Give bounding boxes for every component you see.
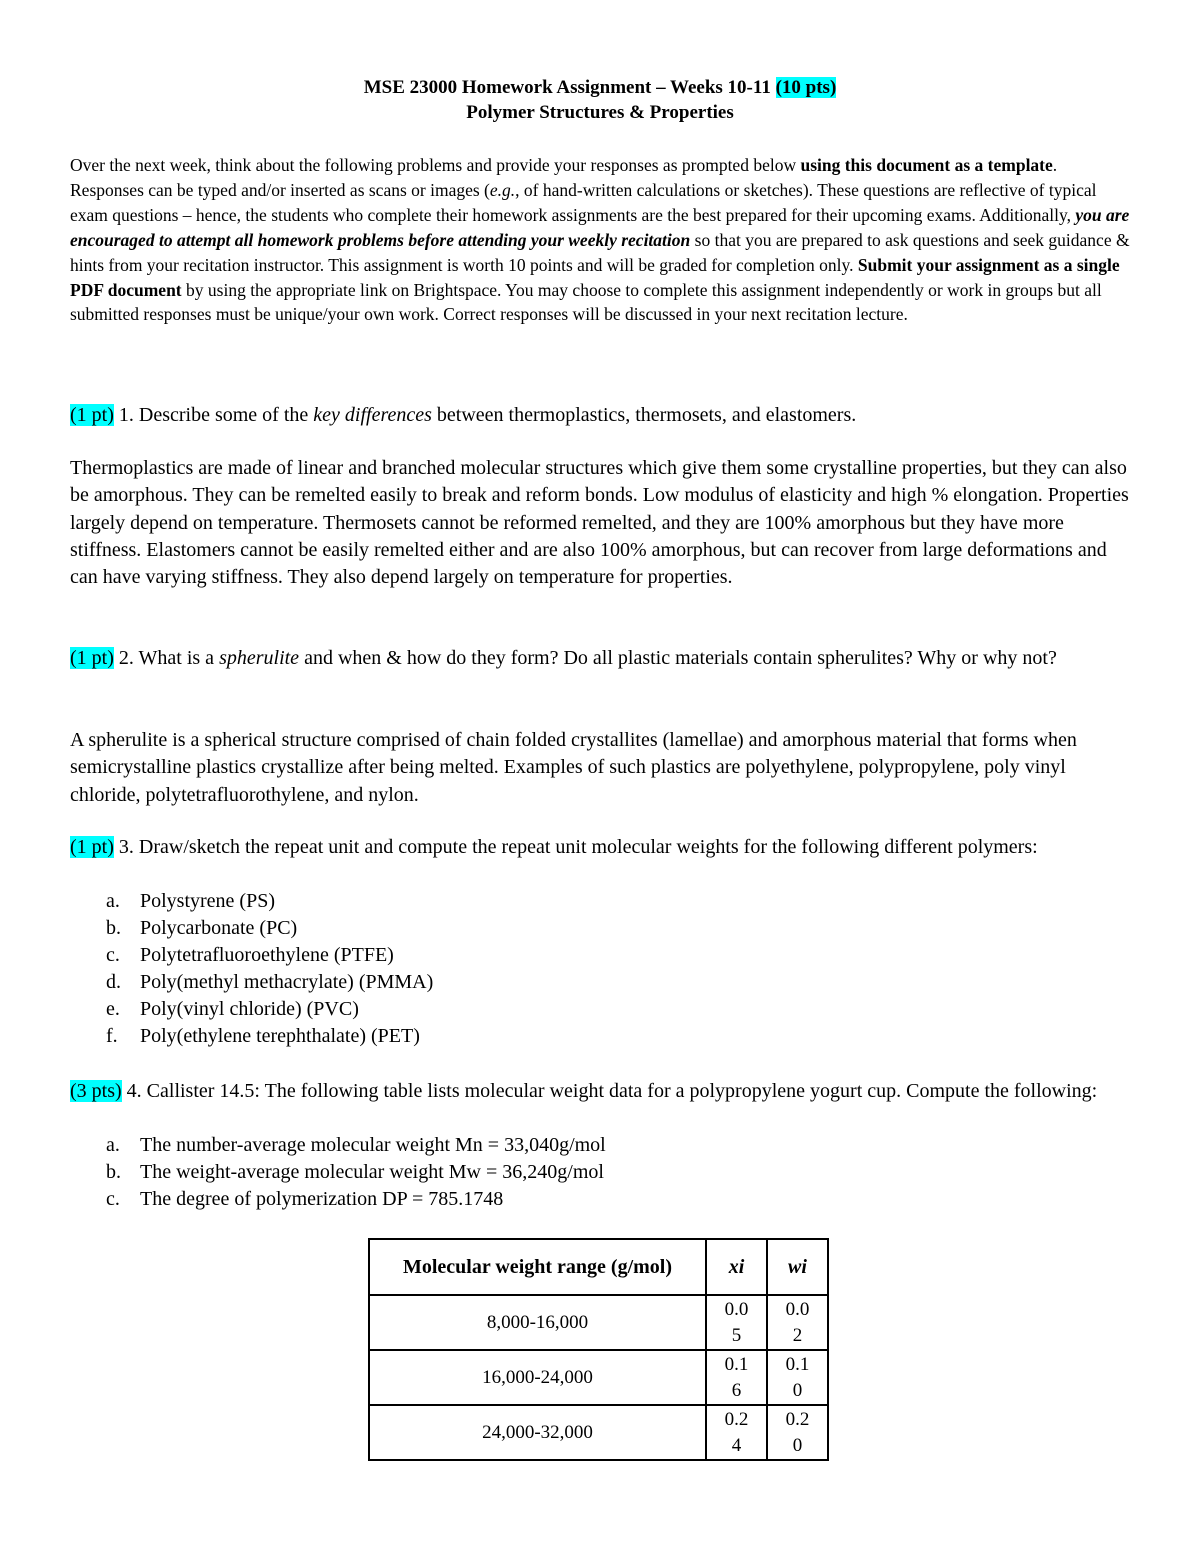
q2-text-post: and when & how do they form? Do all plastic materials contain spherulites? Why or why not? [299, 647, 1057, 669]
list-item [70, 942, 1070, 969]
intro-italic-encouraged: you are encouraged to attempt all homework problems before attending your weekly recitation [70, 204, 1130, 250]
list-item-text: Poly(vinyl chloride) (PVC) [140, 998, 359, 1020]
list-marker: f. [106, 1025, 118, 1047]
intro-text-4: so that you are prepared to ask questions and seek guidance & hints from your recitation instructor. This assignment is worth 10 points and will be graded for completion only. [70, 229, 1130, 275]
cell-wi [767, 1350, 828, 1405]
list-item-text: Polystyrene (PS) [140, 890, 275, 912]
list-item-text: The number-average molecular weight Mn = 33,040g/mol [140, 1134, 606, 1156]
list-marker: b. [106, 1161, 121, 1183]
q2-points: (1 pt) [70, 647, 114, 669]
document-title [0, 76, 1200, 100]
q1-text-post: between thermoplastics, thermosets, and elastomers. [431, 404, 857, 426]
list-item-text: The weight-average molecular weight Mw = 36,240g/mol [140, 1161, 604, 1183]
title-main: MSE 23000 Homework Assignment – Weeks 10-11 [363, 77, 771, 98]
question-2 [70, 645, 1132, 672]
question-1 [70, 402, 1132, 429]
header-xi [706, 1239, 767, 1295]
q3-polymer-list [70, 888, 1070, 1050]
intro-paragraph [70, 153, 1132, 327]
cell-xi [706, 1350, 767, 1405]
list-item [70, 969, 1070, 996]
header-wi-text: wi [788, 1256, 807, 1278]
list-item-text: Poly(ethylene terephthalate) (PET) [140, 1025, 420, 1047]
list-item-text: The degree of polymerization DP = 785.1748 [140, 1188, 504, 1210]
cell-wi-value: 0.20 [785, 1408, 810, 1456]
list-marker: c. [106, 1188, 120, 1210]
q3-points: (1 pt) [70, 836, 114, 858]
cell-range: 16,000-24,000 [369, 1350, 706, 1405]
intro-bold-template: using this document as a template [800, 155, 1053, 175]
q4-text: 4. Callister 14.5: The following table lists molecular weight data for a polypropylene yogurt cup. Compute the following: [121, 1080, 1098, 1102]
list-item [70, 888, 1070, 915]
q2-emphasis: spherulite [219, 647, 300, 669]
title-points-highlight: (10 pts) [775, 77, 837, 98]
q4-compute-list [70, 1132, 1070, 1213]
list-item [70, 1023, 1070, 1050]
list-marker: b. [106, 917, 121, 939]
header-xi-text: xi [728, 1256, 745, 1278]
list-marker: e. [106, 998, 120, 1020]
list-item-text: Poly(methyl methacrylate) (PMMA) [140, 971, 434, 993]
q4-points: (3 pts) [70, 1080, 122, 1102]
list-item [70, 1159, 1070, 1186]
table-row [369, 1405, 828, 1460]
cell-xi [706, 1405, 767, 1460]
cell-range: 8,000-16,000 [369, 1295, 706, 1350]
document-subtitle: Polymer Structures & Properties [466, 102, 734, 123]
q1-text-pre: 1. Describe some of the [113, 404, 314, 426]
cell-xi-value: 0.24 [724, 1408, 749, 1456]
cell-range: 24,000-32,000 [369, 1405, 706, 1460]
table-row [369, 1295, 828, 1350]
answer-2: A spherulite is a spherical structure comprised of chain folded crystallites (lamellae) and amorphous material that forms when semicrystalline plastics crystallize after being melted. Examples of such plastics are polyethylene, polypropylene, poly vinyl chloride, polytetrafluorothylene, and nylon. [70, 729, 1077, 806]
list-marker: c. [106, 944, 120, 966]
cell-xi-value: 0.16 [724, 1353, 749, 1401]
q1-points: (1 pt) [70, 404, 114, 426]
table-header-row [369, 1239, 828, 1295]
cell-wi [767, 1295, 828, 1350]
header-wi [767, 1239, 828, 1295]
q2-text-pre: 2. What is a [113, 647, 220, 669]
question-3 [70, 834, 1132, 861]
list-marker: d. [106, 971, 121, 993]
list-item [70, 1186, 1070, 1213]
q1-emphasis: key differences [313, 404, 432, 426]
header-range: Molecular weight range (g/mol) [369, 1239, 706, 1295]
intro-bold-submit: Submit your assignment as a single PDF document [70, 254, 1120, 300]
cell-wi [767, 1405, 828, 1460]
intro-text-1: Over the next week, think about the following problems and provide your responses as prompted below [70, 155, 801, 175]
list-item-text: Polycarbonate (PC) [140, 917, 298, 939]
cell-xi-value: 0.05 [724, 1298, 749, 1346]
list-marker: a. [106, 890, 120, 912]
list-marker: a. [106, 1134, 120, 1156]
molecular-weight-table [368, 1238, 829, 1461]
list-item [70, 1132, 1070, 1159]
cell-xi [706, 1295, 767, 1350]
answer-1: Thermoplastics are made of linear and branched molecular structures which give them some crystalline properties, but they can also be amorphous. They can be remelted easily to break and reform bonds. Low modulus of elasticity and high % elongation. Properties largely depend on temperature. Thermosets cannot be reformed remelted, and they are 100% amorphous but they have more stiffness. Elastomers cannot be easily remelted either and are also 100% amorphous, but can recover from large deformations and can have varying stiffness. They also depend largely on temperature for properties. [70, 457, 1129, 589]
intro-text-3: , of hand-written calculations or sketches). These questions are reflective of typical exam questions – hence, the students who complete their homework assignments are the best prepared for their upcoming exams. Additionally, [70, 179, 1097, 225]
question-4 [70, 1078, 1132, 1105]
intro-eg: e.g. [489, 179, 516, 200]
list-item [70, 996, 1070, 1023]
list-item-text: Polytetrafluoroethylene (PTFE) [140, 944, 394, 966]
q3-text: 3. Draw/sketch the repeat unit and compute the repeat unit molecular weights for the following different polymers: [113, 836, 1038, 858]
cell-wi-value: 0.10 [785, 1353, 810, 1401]
list-item [70, 915, 1070, 942]
table-row [369, 1350, 828, 1405]
intro-text-5: by using the appropriate link on Brightspace. You may choose to complete this assignment independently or work in groups but all submitted responses must be unique/your own work. Correct responses will be discussed in your next recitation lecture. [70, 279, 1102, 325]
intro-text-2: . Responses can be typed and/or inserted as scans or images ( [70, 155, 1058, 200]
cell-wi-value: 0.02 [785, 1298, 810, 1346]
